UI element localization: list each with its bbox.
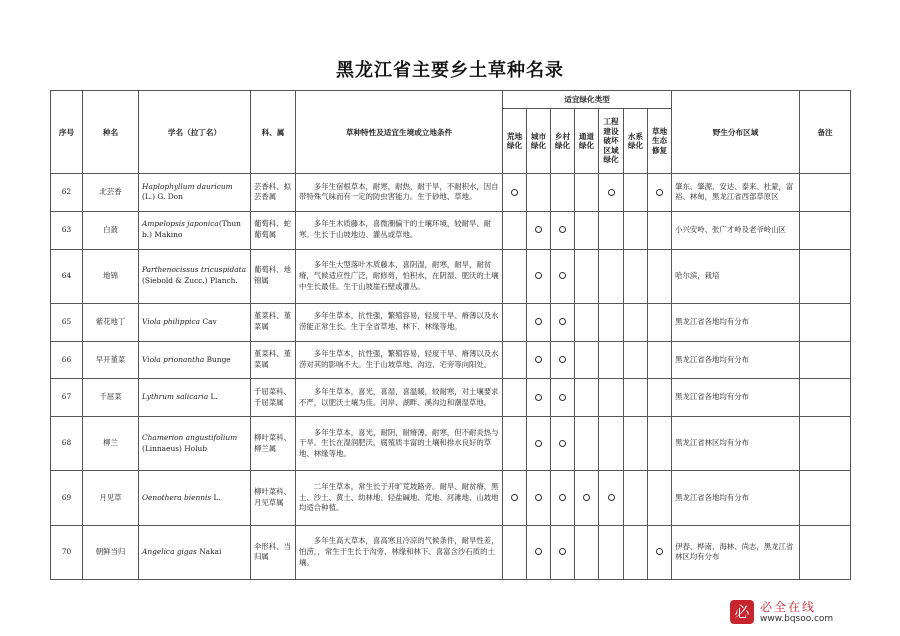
header-species: 种名	[83, 91, 139, 174]
row-distribution: 哈尔滨，栽培	[672, 249, 800, 303]
sci-name-author: (Thunb.) Makino	[142, 219, 241, 240]
sci-name-author: (Siebold & Zucc.) Planch.	[142, 276, 238, 286]
row-traits: 多年生宿根草本，耐寒，耐热，耐干旱，不耐积水，因自带特殊气味而有一定的防虫害能力。生于砂地、草地。	[296, 174, 503, 212]
row-distribution: 黑龙江省各地均有分布	[672, 303, 800, 341]
row-category-cell	[599, 471, 624, 525]
sci-name-italic: Chamerion angustifolium	[142, 432, 238, 442]
row-category-cell	[648, 525, 672, 579]
row-remark	[800, 341, 851, 379]
suitable-mark-icon	[656, 189, 663, 196]
row-no: 65	[51, 303, 83, 341]
row-traits: 多年生草本，抗性强，繁殖容易，轻度干旱、瘠薄以及水涝能正常生长。生于全省草地、林下、林缘等地。	[296, 303, 503, 341]
row-distribution: 肇东、肇源、安达、泰来、杜蒙，富裕、林甸，黑龙江省西部草原区	[672, 174, 800, 212]
row-sci-name	[139, 379, 251, 417]
suitable-mark-icon	[656, 548, 663, 555]
sci-name-italic: Lythrum salicaria	[142, 392, 209, 402]
row-family: 柳叶菜科、月见草属	[251, 471, 296, 525]
row-traits: 二年生草本，常生长于开旷荒坡路旁。耐旱、耐贫瘠，黑土、沙土、黄土、幼林地、轻盐碱地、荒地、河滩地、山坡地均适合种植。	[296, 471, 503, 525]
row-remark	[800, 379, 851, 417]
suitable-mark-icon	[535, 394, 542, 401]
header-family: 科、属	[251, 91, 296, 174]
row-category-cell	[575, 379, 599, 417]
sci-name-italic: Ampelopsis japonica	[142, 219, 219, 229]
row-category-cell	[551, 211, 575, 249]
row-category-cell	[624, 174, 648, 212]
row-no: 63	[51, 211, 83, 249]
row-traits: 多年生草本，抗性强，繁殖容易，轻度干旱、瘠薄以及水涝对其的影响不大。生于山坡草地、沟边、宅旁等向阳处。	[296, 341, 503, 379]
table-row	[51, 303, 851, 341]
table-row	[51, 525, 851, 579]
row-family: 堇菜科、堇菜属	[251, 341, 296, 379]
header-cat-urban: 城市绿化	[527, 109, 551, 174]
row-sci-name	[139, 249, 251, 303]
header-no: 序号	[51, 91, 83, 174]
row-category-cell	[527, 417, 551, 471]
row-category-cell	[599, 341, 624, 379]
row-category-cell	[503, 471, 527, 525]
row-remark	[800, 174, 851, 212]
header-cat-road: 通道绿化	[575, 109, 599, 174]
sci-name-italic: Oenothera biennis	[142, 492, 212, 502]
row-family: 千屈菜科、千屈菜属	[251, 379, 296, 417]
row-family: 堇菜科、堇菜属	[251, 303, 296, 341]
table-row	[51, 379, 851, 417]
row-family: 伞形科、当归属	[251, 525, 296, 579]
row-category-cell	[599, 525, 624, 579]
row-category-cell	[527, 303, 551, 341]
row-category-cell	[551, 417, 575, 471]
sci-name-italic: Viola philippica	[142, 316, 201, 326]
suitable-mark-icon	[535, 356, 542, 363]
row-distribution: 黑龙江省各地均有分布	[672, 341, 800, 379]
suitable-mark-icon	[608, 494, 615, 501]
row-family: 葡萄科、地锦属	[251, 249, 296, 303]
row-no: 69	[51, 471, 83, 525]
row-category-cell	[648, 303, 672, 341]
row-category-cell	[527, 471, 551, 525]
row-sci-name	[139, 471, 251, 525]
suitable-mark-icon	[535, 548, 542, 555]
header-cat-grassland: 荒地绿化	[503, 109, 527, 174]
site-logo-icon: 必	[730, 600, 754, 624]
sci-name-author: Bunge	[204, 354, 231, 364]
table-row	[51, 417, 851, 471]
row-category-cell	[575, 417, 599, 471]
header-greening-group: 适宜绿化类型	[503, 91, 672, 109]
row-category-cell	[624, 341, 648, 379]
species-table	[50, 90, 851, 580]
sci-name-author: L.	[211, 492, 221, 502]
site-name: 必全在线	[760, 600, 817, 614]
row-traits: 多年生草本，喜光，喜湿，喜温暖，较耐寒，对土壤要求不严，以肥沃土壤为佳。河岸、湖畔、溪沟边和潮湿草地。	[296, 379, 503, 417]
row-no: 62	[51, 174, 83, 212]
suitable-mark-icon	[559, 318, 566, 325]
row-sci-name	[139, 174, 251, 212]
row-traits: 多年生大型落叶木质藤本，喜阴湿，耐寒，耐旱，耐贫瘠，气候适应性广泛，耐修剪，怕积水，在阴湿、肥沃的土壤中生长最佳。生于山坡崖石壁或灌丛。	[296, 249, 503, 303]
row-category-cell	[527, 249, 551, 303]
row-species: 千屈菜	[83, 379, 139, 417]
row-category-cell	[599, 417, 624, 471]
header-cat-rural: 乡村绿化	[551, 109, 575, 174]
row-category-cell	[575, 249, 599, 303]
row-category-cell	[503, 525, 527, 579]
sci-name-author: Nakai	[196, 546, 222, 556]
row-sci-name	[139, 303, 251, 341]
sci-name-italic: Parthenocissus tricuspidata	[142, 265, 247, 275]
row-category-cell	[648, 417, 672, 471]
row-remark	[800, 471, 851, 525]
sci-name-italic: Haplophyllum dauricum	[142, 181, 233, 191]
row-remark	[800, 211, 851, 249]
row-category-cell	[599, 379, 624, 417]
row-category-cell	[575, 471, 599, 525]
row-species: 早开堇菜	[83, 341, 139, 379]
suitable-mark-icon	[559, 356, 566, 363]
document-title: 黑龙江省主要乡土草种名录	[336, 60, 564, 81]
table-row	[51, 249, 851, 303]
row-species: 月见草	[83, 471, 139, 525]
header-sci-name: 学名（拉丁名）	[139, 91, 251, 174]
row-category-cell	[551, 341, 575, 379]
suitable-mark-icon	[535, 226, 542, 233]
row-category-cell	[575, 174, 599, 212]
sci-name-author: Cav	[200, 316, 217, 326]
row-species: 朝鲜当归	[83, 525, 139, 579]
sci-name-italic: Viola prionantha	[142, 354, 205, 364]
site-watermark	[730, 598, 880, 628]
row-category-cell	[551, 249, 575, 303]
header-traits: 草种特性及适宜生境或立地条件	[296, 91, 503, 174]
suitable-mark-icon	[559, 272, 566, 279]
row-sci-name	[139, 525, 251, 579]
suitable-mark-icon	[535, 318, 542, 325]
row-sci-name	[139, 341, 251, 379]
row-category-cell	[575, 525, 599, 579]
table-row	[51, 341, 851, 379]
row-category-cell	[551, 471, 575, 525]
row-remark	[800, 303, 851, 341]
suitable-mark-icon	[559, 548, 566, 555]
row-category-cell	[503, 303, 527, 341]
row-category-cell	[551, 303, 575, 341]
sci-name-italic: Angelica gigas	[142, 546, 197, 556]
row-category-cell	[503, 174, 527, 212]
row-category-cell	[624, 211, 648, 249]
row-distribution: 伊春、桦南、海林、尚志，黑龙江省林区均有分布	[672, 525, 800, 579]
row-sci-name	[139, 417, 251, 471]
sci-name-author: L.	[208, 392, 218, 402]
row-category-cell	[551, 174, 575, 212]
row-remark	[800, 525, 851, 579]
row-category-cell	[599, 249, 624, 303]
row-remark	[800, 417, 851, 471]
row-category-cell	[551, 525, 575, 579]
row-traits: 多年生高大草本，喜高寒且冷凉的气候条件，耐旱性差，怕涝，，常生于生长于沟旁、林缘和林下、喜富含沙石质的土壤。	[296, 525, 503, 579]
row-category-cell	[575, 211, 599, 249]
row-no: 66	[51, 341, 83, 379]
row-category-cell	[648, 379, 672, 417]
header-distribution: 野生分布区域	[672, 91, 800, 174]
row-category-cell	[624, 303, 648, 341]
row-category-cell	[599, 174, 624, 212]
suitable-mark-icon	[559, 494, 566, 501]
row-category-cell	[503, 341, 527, 379]
row-category-cell	[527, 211, 551, 249]
row-category-cell	[527, 525, 551, 579]
row-category-cell	[624, 379, 648, 417]
row-distribution: 黑龙江省各地均有分布	[672, 379, 800, 417]
row-traits: 多年生草本，喜光，耐阴，耐瘠薄，耐寒，但不耐炎热与干旱。生长在湿润肥沃，腐殖质丰富的土壤和排水良好的草地、林缘等地。	[296, 417, 503, 471]
sci-name-author: (L.) G. Don	[142, 192, 183, 202]
row-distribution: 小兴安岭、张广才岭及老爷岭山区	[672, 211, 800, 249]
row-category-cell	[527, 379, 551, 417]
suitable-mark-icon	[511, 189, 518, 196]
row-category-cell	[599, 303, 624, 341]
row-distribution: 黑龙江省林区均有分布	[672, 417, 800, 471]
header-remark: 备注	[800, 91, 851, 174]
row-species: 白蔹	[83, 211, 139, 249]
table-row	[51, 471, 851, 525]
row-category-cell	[648, 341, 672, 379]
suitable-mark-icon	[559, 394, 566, 401]
row-species: 紫花地丁	[83, 303, 139, 341]
row-category-cell	[527, 341, 551, 379]
row-category-cell	[624, 471, 648, 525]
row-category-cell	[551, 379, 575, 417]
row-species: 地锦	[83, 249, 139, 303]
row-category-cell	[503, 379, 527, 417]
row-category-cell	[503, 249, 527, 303]
row-category-cell	[575, 341, 599, 379]
site-url: www.bqsoo.com	[760, 614, 834, 624]
row-category-cell	[575, 303, 599, 341]
suitable-mark-icon	[535, 440, 542, 447]
suitable-mark-icon	[559, 440, 566, 447]
row-category-cell	[648, 174, 672, 212]
row-category-cell	[527, 174, 551, 212]
suitable-mark-icon	[583, 494, 590, 501]
row-sci-name	[139, 211, 251, 249]
row-no: 68	[51, 417, 83, 471]
suitable-mark-icon	[608, 189, 615, 196]
row-category-cell	[624, 249, 648, 303]
row-family: 柳叶菜科、柳兰属	[251, 417, 296, 471]
row-category-cell	[648, 471, 672, 525]
row-family: 芸香科、拟芸香属	[251, 174, 296, 212]
row-no: 64	[51, 249, 83, 303]
header-cat-water: 水系绿化	[624, 109, 648, 174]
suitable-mark-icon	[559, 226, 566, 233]
header-cat-engineering: 工程建设破坏区域绿化	[599, 109, 624, 174]
row-category-cell	[503, 417, 527, 471]
row-species: 北芸香	[83, 174, 139, 212]
row-remark	[800, 249, 851, 303]
sci-name-author: (Linnaeus) Holub	[142, 443, 207, 453]
row-no: 70	[51, 525, 83, 579]
row-category-cell	[648, 211, 672, 249]
suitable-mark-icon	[535, 272, 542, 279]
table-row	[51, 211, 851, 249]
row-category-cell	[599, 211, 624, 249]
row-traits: 多年生木质藤本，喜微潮偏干的土壤环境，较耐旱、耐寒。生长于山坡地边、灌丛或草地。	[296, 211, 503, 249]
row-no: 67	[51, 379, 83, 417]
suitable-mark-icon	[535, 494, 542, 501]
row-species: 柳兰	[83, 417, 139, 471]
row-category-cell	[648, 249, 672, 303]
header-cat-restoration: 草地生态修复	[648, 109, 672, 174]
row-category-cell	[624, 417, 648, 471]
suitable-mark-icon	[511, 494, 518, 501]
table-row	[51, 174, 851, 212]
row-category-cell	[624, 525, 648, 579]
row-family: 葡萄科、蛇葡萄属	[251, 211, 296, 249]
row-distribution: 黑龙江省各地均有分布	[672, 471, 800, 525]
row-category-cell	[503, 211, 527, 249]
